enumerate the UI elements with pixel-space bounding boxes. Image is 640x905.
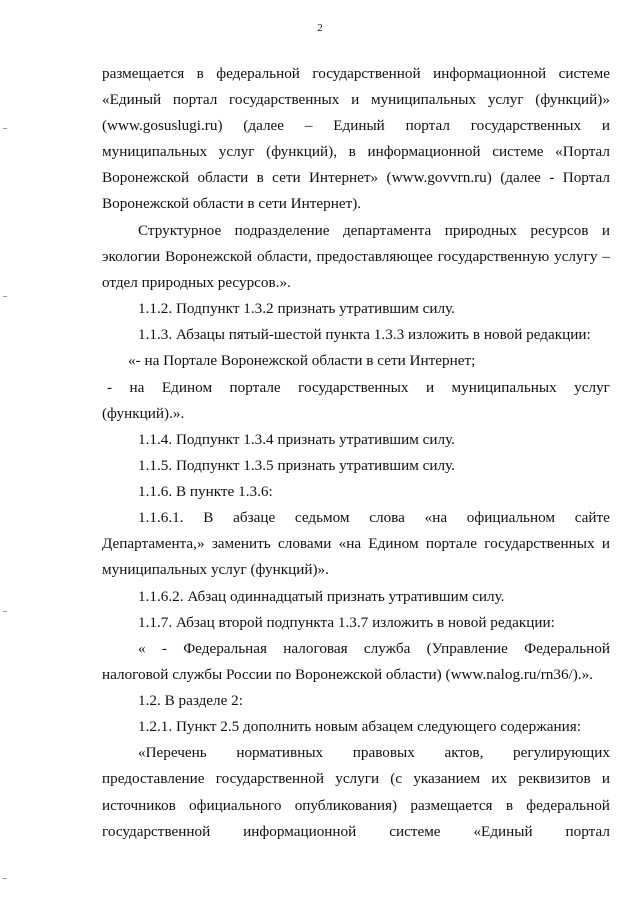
word: и — [601, 770, 610, 787]
word: в — [505, 797, 513, 814]
word: системе — [558, 65, 610, 82]
word: государственных — [229, 91, 340, 108]
word: и — [425, 379, 435, 396]
word: слова — [369, 509, 405, 526]
word: словами — [278, 535, 332, 552]
word: области — [197, 169, 249, 186]
text-line: 1.2. В разделе 2: — [138, 692, 243, 709]
word: официальном — [466, 509, 556, 526]
word: и — [601, 117, 610, 134]
text-line — [107, 379, 610, 397]
word: Федеральной — [524, 640, 610, 657]
text-line: (функций).». — [102, 405, 185, 422]
word: услуг — [218, 143, 255, 160]
word: В — [203, 509, 214, 526]
word: и — [601, 535, 610, 552]
word: на — [129, 379, 145, 396]
word: правовых — [352, 744, 415, 761]
word: портал — [405, 117, 450, 134]
word: услуг — [574, 379, 610, 396]
word: заменить — [211, 535, 271, 552]
word: – — [602, 248, 610, 265]
word: портале — [425, 535, 477, 552]
word: услуг — [487, 91, 524, 108]
word: опубликования) — [294, 797, 398, 814]
word: предоставление — [102, 770, 205, 787]
word: нормативных — [236, 744, 324, 761]
word: системе — [492, 143, 544, 160]
text-line: 1.1.3. Абзацы пятый-шестой пункта 1.3.3 изложить в новой редакции: — [138, 326, 591, 343]
word: государственной — [215, 770, 325, 787]
word: в — [196, 65, 204, 82]
word: ресурсов — [530, 222, 589, 239]
word: государственных — [470, 117, 582, 134]
word: (Управление — [426, 640, 508, 657]
word: 1.1.6.1. — [138, 509, 184, 526]
margin-mark — [3, 128, 7, 129]
word: в — [348, 143, 356, 160]
word: системе — [389, 823, 441, 840]
word: информационной — [433, 65, 547, 82]
word: Едином — [161, 379, 213, 396]
text-line — [138, 640, 610, 658]
word: размещается — [410, 797, 493, 814]
word: актов, — [444, 744, 484, 761]
word: государственную — [437, 248, 550, 265]
word: сети — [272, 169, 301, 186]
text-line — [102, 91, 610, 109]
word: «на — [424, 509, 448, 526]
word: и — [351, 91, 360, 108]
word: экологии — [102, 248, 161, 265]
word: предоставляющее — [316, 248, 433, 265]
word: Структурное — [138, 222, 222, 239]
text-line: 1.1.6. В пункте 1.3.6: — [138, 483, 273, 500]
word: источников — [102, 797, 176, 814]
text-line: Воронежской области в сети Интернет). — [102, 195, 362, 212]
word: подразделение — [234, 222, 330, 239]
text-line — [138, 744, 610, 762]
text-line: 1.1.4. Подпункт 1.3.4 признать утратившим силу. — [138, 431, 455, 448]
word: государственных — [298, 379, 409, 396]
text-line — [102, 248, 610, 266]
word: «на — [338, 535, 362, 552]
page-number: 2 — [317, 22, 323, 34]
word: природных — [444, 222, 517, 239]
word: области, — [257, 248, 312, 265]
word: «Портал — [555, 143, 610, 160]
word: Федеральная — [183, 640, 268, 657]
word: Воронежской — [165, 248, 253, 265]
text-line — [102, 535, 610, 553]
text-line: 1.1.2. Подпункт 1.3.2 признать утратившим силу. — [138, 300, 455, 317]
text-line — [102, 143, 610, 161]
text-line: 1.1.7. Абзац второй подпункта 1.3.7 изложить в новой редакции: — [138, 614, 555, 631]
word: - — [549, 169, 555, 186]
word: информационной — [367, 143, 481, 160]
word: « — [138, 640, 146, 657]
word: размещается — [102, 65, 185, 82]
word: федеральной — [526, 797, 610, 814]
word: муниципальных — [451, 379, 557, 396]
word: Интернет» — [308, 169, 379, 186]
word: федеральной — [216, 65, 300, 82]
text-line — [102, 65, 610, 83]
text-line: «- на Портале Воронежской области в сети Интернет; — [128, 352, 476, 369]
text-line: 1.1.6.2. Абзац одиннадцатый признать утратившим силу. — [138, 588, 505, 605]
word: Воронежской — [102, 169, 190, 186]
word: в — [256, 169, 264, 186]
word: их — [491, 770, 508, 787]
word: услугу — [554, 248, 598, 265]
text-line — [138, 509, 610, 527]
word: государственной — [102, 823, 211, 840]
text-line: муниципальных услуг (функций)». — [102, 561, 329, 578]
word: Департамента,» — [102, 535, 205, 552]
word: (с — [390, 770, 403, 787]
text-line — [102, 117, 610, 135]
word: (далее — [243, 117, 285, 134]
word: указанием — [413, 770, 481, 787]
word: муниципальных — [370, 91, 477, 108]
word: седьмом — [294, 509, 350, 526]
text-line — [102, 770, 610, 788]
word: государственных — [484, 535, 595, 552]
word: Единый — [333, 117, 385, 134]
word: департамента — [342, 222, 432, 239]
word: регулирующих — [513, 744, 610, 761]
word: портале — [229, 379, 281, 396]
word: - — [107, 379, 113, 396]
word: муниципальных — [102, 143, 208, 160]
word: государственной — [312, 65, 421, 82]
text-line — [102, 169, 610, 187]
word: сайте — [574, 509, 610, 526]
word: абзаце — [233, 509, 276, 526]
word: реквизитов — [518, 770, 591, 787]
margin-mark — [3, 611, 7, 612]
word: (www.govvrn.ru) — [386, 169, 492, 186]
word: «Перечень — [138, 744, 207, 761]
word: «Единый — [473, 823, 533, 840]
word: - — [161, 640, 167, 657]
margin-mark — [3, 296, 7, 297]
word: официального — [189, 797, 282, 814]
word: «Единый — [102, 91, 162, 108]
text-line: 1.1.5. Подпункт 1.3.5 признать утратившим силу. — [138, 457, 455, 474]
word: служба — [363, 640, 411, 657]
word: (далее — [500, 169, 541, 186]
text-line: 1.2.1. Пункт 2.5 дополнить новым абзацем следующего содержания: — [138, 718, 581, 735]
word: (www.gosuslugi.ru) — [102, 117, 223, 134]
text-line: отдел природных ресурсов.». — [102, 274, 291, 291]
word: (функций)» — [535, 91, 610, 108]
word: услуги — [335, 770, 380, 787]
word: – — [304, 117, 313, 134]
text-line — [102, 823, 610, 841]
text-line — [102, 797, 610, 815]
word: информационной — [243, 823, 357, 840]
text-line — [138, 222, 610, 240]
word: налоговая — [283, 640, 348, 657]
word: (функций), — [266, 143, 338, 160]
word: портал — [172, 91, 218, 108]
word: Едином — [368, 535, 419, 552]
text-line: налоговой службы России по Воронежской области) (www.nalog.ru/rn36/).». — [102, 666, 594, 683]
margin-mark — [3, 878, 7, 879]
word: портал — [565, 823, 610, 840]
word: Портал — [562, 169, 610, 186]
word: и — [601, 222, 610, 239]
